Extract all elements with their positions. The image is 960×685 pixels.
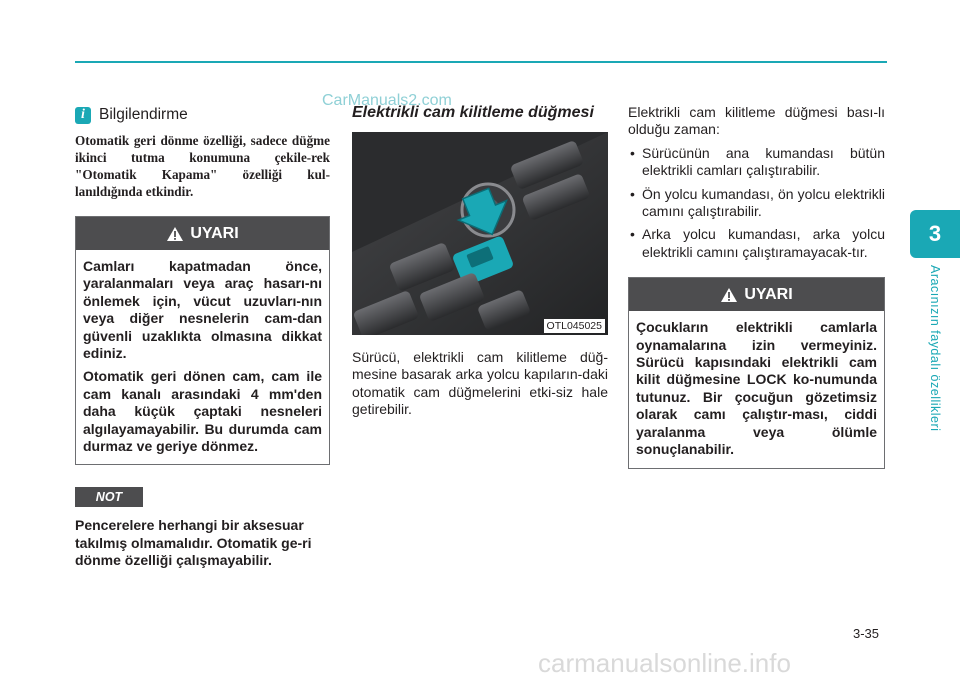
right-column — [628, 104, 885, 469]
section-title: Elektrikli cam kilitleme düğmesi — [352, 104, 594, 121]
intro-text: Elektrikli cam kilitleme düğmesi bası-lı olduğu zaman: — [628, 104, 885, 138]
chapter-tab: 3 — [910, 210, 960, 258]
warning-body — [76, 250, 329, 464]
warning-body — [629, 311, 884, 467]
warning-paragraph: Camları kapatmadan önce, yaralanmaları veya araç hasarı-nı önlemek için, vücut uzuvları-nın veya diğer nesnelerin cam-dan güvenli uzaklıkta olmasına dikkat ediniz. — [83, 258, 322, 362]
info-heading — [75, 106, 330, 124]
window-lock-switch-photo — [352, 132, 608, 335]
info-title: Bilgilendirme — [99, 106, 188, 123]
warning-box-right — [628, 277, 885, 468]
left-column — [75, 106, 330, 570]
watermark-top: CarManuals2.com — [322, 92, 452, 109]
note-text: Pencerelere herhangi bir aksesuar takılmış olmamalıdır. Otomatik ge-ri dönme özelliği çalışmayabilir. — [75, 517, 312, 569]
section-text: Sürücü, elektrikli cam kilitleme düğ-mesine basarak arka yolcu kapıların-daki otomatik cam düğmelerini etki-siz hale getirebilir. — [352, 349, 608, 418]
door-panel-illustration — [352, 132, 608, 335]
list-item: • Ön yolcu kumandası, ön yolcu elektrikli camını çalıştırabilir. — [628, 186, 885, 221]
warning-box-left — [75, 216, 330, 465]
warning-title: UYARI — [744, 285, 793, 303]
list-item: • Arka yolcu kumandası, arka yolcu elektrikli camını çalıştıramayacak-tır. — [628, 226, 885, 261]
bullet-list — [628, 145, 885, 261]
list-item: • Sürücünün ana kumandası bütün elektrikli camları çalıştırabilir. — [628, 145, 885, 180]
note-badge: NOT — [75, 487, 143, 507]
top-rule — [75, 61, 887, 63]
watermark-bottom: carmanualsonline.info — [538, 648, 791, 678]
middle-column — [352, 104, 608, 419]
warning-header — [76, 217, 329, 250]
warning-title: UYARI — [190, 224, 239, 242]
warning-paragraph: Otomatik geri dönen cam, cam ile cam kanalı arasındaki 4 mm'den daha küçük çaptaki nesneleri algılayamayabilir. Bu durumda cam durmaz ve geriye dönmez. — [83, 368, 322, 455]
info-text: Otomatik geri dönme özelliği, sadece düğme ikinci tutma konumuna çekile-rek "Otomatik Kapama" özelliği kul-lanıldığında etkindir. — [75, 133, 330, 199]
warning-header — [629, 278, 884, 311]
warning-paragraph: Çocukların elektrikli camlarla oynamalarına izin vermeyiniz. Sürücü kapısındaki elektrikli cam kilit düğmesine LOCK ko-numunda tutunuz. Bir çocuğun gözetimsiz olarak camı çalıştır-ması, ciddi yaralanma veya ölümle sonuçlanabilir. — [636, 319, 877, 458]
warning-triangle-icon — [166, 226, 184, 242]
info-icon: i — [75, 107, 91, 124]
warning-triangle-icon — [720, 287, 738, 303]
page-number: 3-35 — [853, 626, 880, 641]
chapter-label: Aracınızın faydalı özellikleri — [928, 265, 942, 432]
image-code: OTL045025 — [544, 319, 605, 333]
